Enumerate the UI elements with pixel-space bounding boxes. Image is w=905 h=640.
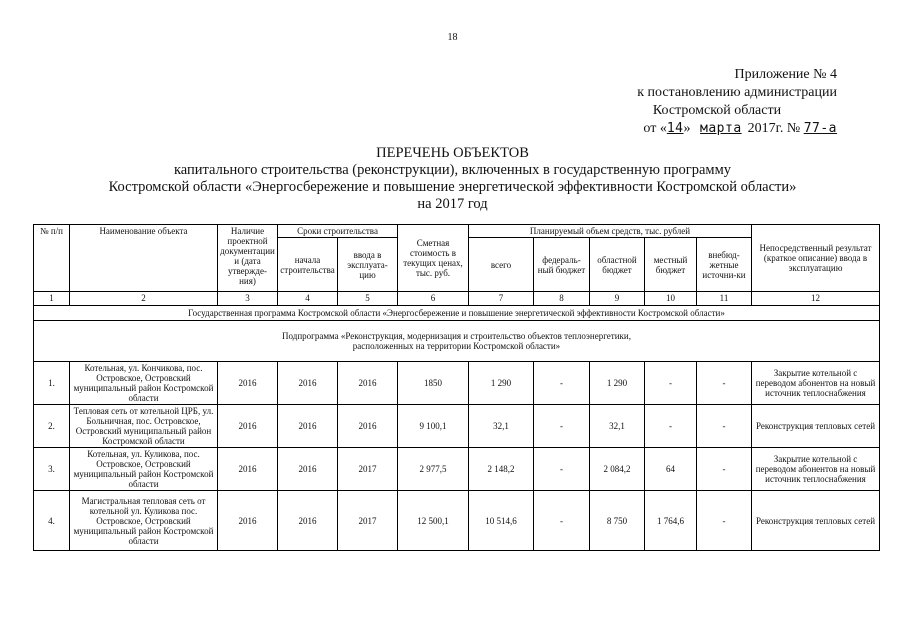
docs-cell: 2016: [218, 405, 278, 448]
col-header-regional: областной бюджет: [590, 238, 645, 292]
total-cell: 1 290: [469, 362, 534, 405]
appendix-line-3: Костромской области: [652, 103, 782, 118]
objects-table: [33, 224, 880, 551]
federal-cell: -: [534, 405, 590, 448]
result-cell: Реконструкция тепловых сетей: [752, 405, 880, 448]
date-day: 14: [666, 121, 684, 136]
table-row: [34, 448, 880, 491]
cost-cell: 1850: [398, 362, 469, 405]
regional-cell: 8 750: [590, 491, 645, 551]
extrabudget-cell: -: [697, 362, 752, 405]
total-cell: 2 148,2: [469, 448, 534, 491]
commission-cell: 2016: [338, 405, 398, 448]
extrabudget-cell: -: [697, 491, 752, 551]
result-cell: Закрытие котельной с переводом абонентов на новый источник теплоснабжения: [752, 362, 880, 405]
table-row: [34, 491, 880, 551]
col-header-terms: Сроки строительства: [278, 225, 398, 238]
regional-cell: 32,1: [590, 405, 645, 448]
row-num: 2.: [34, 405, 70, 448]
cost-cell: 2 977,5: [398, 448, 469, 491]
cost-cell: 12 500,1: [398, 491, 469, 551]
object-name: Тепловая сеть от котельной ЦРБ, ул. Больничная, пос. Островское, Островский муниципальный район Костромской области: [70, 405, 218, 448]
start-cell: 2016: [278, 405, 338, 448]
commission-cell: 2017: [338, 448, 398, 491]
col-header-total: всего: [469, 238, 534, 292]
table-row: [34, 405, 880, 448]
cost-cell: 9 100,1: [398, 405, 469, 448]
commission-cell: 2016: [338, 362, 398, 405]
federal-cell: -: [534, 491, 590, 551]
start-cell: 2016: [278, 491, 338, 551]
total-cell: 10 514,6: [469, 491, 534, 551]
extrabudget-cell: -: [697, 405, 752, 448]
start-cell: 2016: [278, 362, 338, 405]
document-title: [0, 145, 905, 213]
decree-number: 77-а: [803, 121, 837, 136]
row-num: 3.: [34, 448, 70, 491]
column-number: 8: [534, 292, 590, 306]
col-header-docs: Наличие проектной документации и (дата утвержде-ния): [218, 225, 278, 292]
col-header-planned: Планируемый объем средств, тыс. рублей: [469, 225, 752, 238]
local-cell: -: [645, 405, 697, 448]
local-cell: 64: [645, 448, 697, 491]
appendix-date-line: [537, 120, 837, 138]
title-line-4: на 2017 год: [417, 196, 488, 212]
header-row-1: [34, 225, 880, 238]
col-header-name: Наименование объекта: [70, 225, 218, 292]
docs-cell: 2016: [218, 491, 278, 551]
column-number: 2: [70, 292, 218, 306]
column-number: 10: [645, 292, 697, 306]
extrabudget-cell: -: [697, 448, 752, 491]
column-number: 6: [398, 292, 469, 306]
commission-cell: 2017: [338, 491, 398, 551]
docs-cell: 2016: [218, 362, 278, 405]
col-header-federal: федераль-ный бюджет: [534, 238, 590, 292]
start-cell: 2016: [278, 448, 338, 491]
result-cell: Реконструкция тепловых сетей: [752, 491, 880, 551]
col-header-cost: Сметная стоимость в текущих ценах, тыс. руб.: [398, 225, 469, 292]
date-month: марта: [700, 121, 742, 136]
col-header-start: начала строительства: [278, 238, 338, 292]
docs-cell: 2016: [218, 448, 278, 491]
object-name: Магистральная тепловая сеть от котельной ул. Куликова пос. Островское, Островский муниципальный район Костромской области: [70, 491, 218, 551]
col-header-local: местный бюджет: [645, 238, 697, 292]
total-cell: 32,1: [469, 405, 534, 448]
date-prefix: от «: [643, 121, 667, 136]
subprogram-row: [34, 321, 880, 362]
program-row: [34, 306, 880, 321]
appendix-line-1: Приложение № 4: [734, 67, 837, 82]
page-number: 18: [447, 32, 458, 43]
title-line-3: Костромской области «Энергосбережение и повышение энергетической эффективности Костромской области»: [108, 179, 797, 195]
column-number: 9: [590, 292, 645, 306]
appendix-block: [537, 66, 837, 138]
object-name: Котельная, ул. Куликова, пос. Островское, Островский муниципальный район Костромской области: [70, 448, 218, 491]
col-header-extrabudget: внебюд-жетные источни-ки: [697, 238, 752, 292]
date-year: 2017г. №: [747, 121, 801, 136]
federal-cell: -: [534, 362, 590, 405]
row-num: 4.: [34, 491, 70, 551]
column-number: 5: [338, 292, 398, 306]
title-line-2: капитального строительства (реконструкции), включенных в государственную программу: [173, 162, 732, 178]
appendix-line-2: к постановлению администрации: [637, 85, 837, 100]
column-number: 4: [278, 292, 338, 306]
col-header-num: № п/п: [34, 225, 70, 292]
program-title: Государственная программа Костромской области «Энергосбережение и повышение энергетической эффективности Костромской области»: [34, 306, 880, 321]
local-cell: -: [645, 362, 697, 405]
result-cell: Закрытие котельной с переводом абонентов на новый источник теплоснабжения: [752, 448, 880, 491]
local-cell: 1 764,6: [645, 491, 697, 551]
column-number: 3: [218, 292, 278, 306]
column-number: 11: [697, 292, 752, 306]
column-numbers-row: [34, 292, 880, 306]
column-number: 12: [752, 292, 880, 306]
column-number: 1: [34, 292, 70, 306]
object-name: Котельная, ул. Кончикова, пос. Островское, Островский муниципальный район Костромской области: [70, 362, 218, 405]
col-header-commission: ввода в эксплуата-цию: [338, 238, 398, 292]
regional-cell: 1 290: [590, 362, 645, 405]
subprogram-title: Подпрограмма «Реконструкция, модернизация и строительство объектов теплоэнергетики, расположенных на территории Костромской области»: [34, 321, 880, 362]
row-num: 1.: [34, 362, 70, 405]
regional-cell: 2 084,2: [590, 448, 645, 491]
date-mid: »: [683, 121, 691, 136]
title-line-1: ПЕРЕЧЕНЬ ОБЪЕКТОВ: [376, 145, 529, 161]
federal-cell: -: [534, 448, 590, 491]
column-number: 7: [469, 292, 534, 306]
table-row: [34, 362, 880, 405]
col-header-result: Непосредственный результат (краткое описание) ввода в эксплуатацию: [752, 225, 880, 292]
